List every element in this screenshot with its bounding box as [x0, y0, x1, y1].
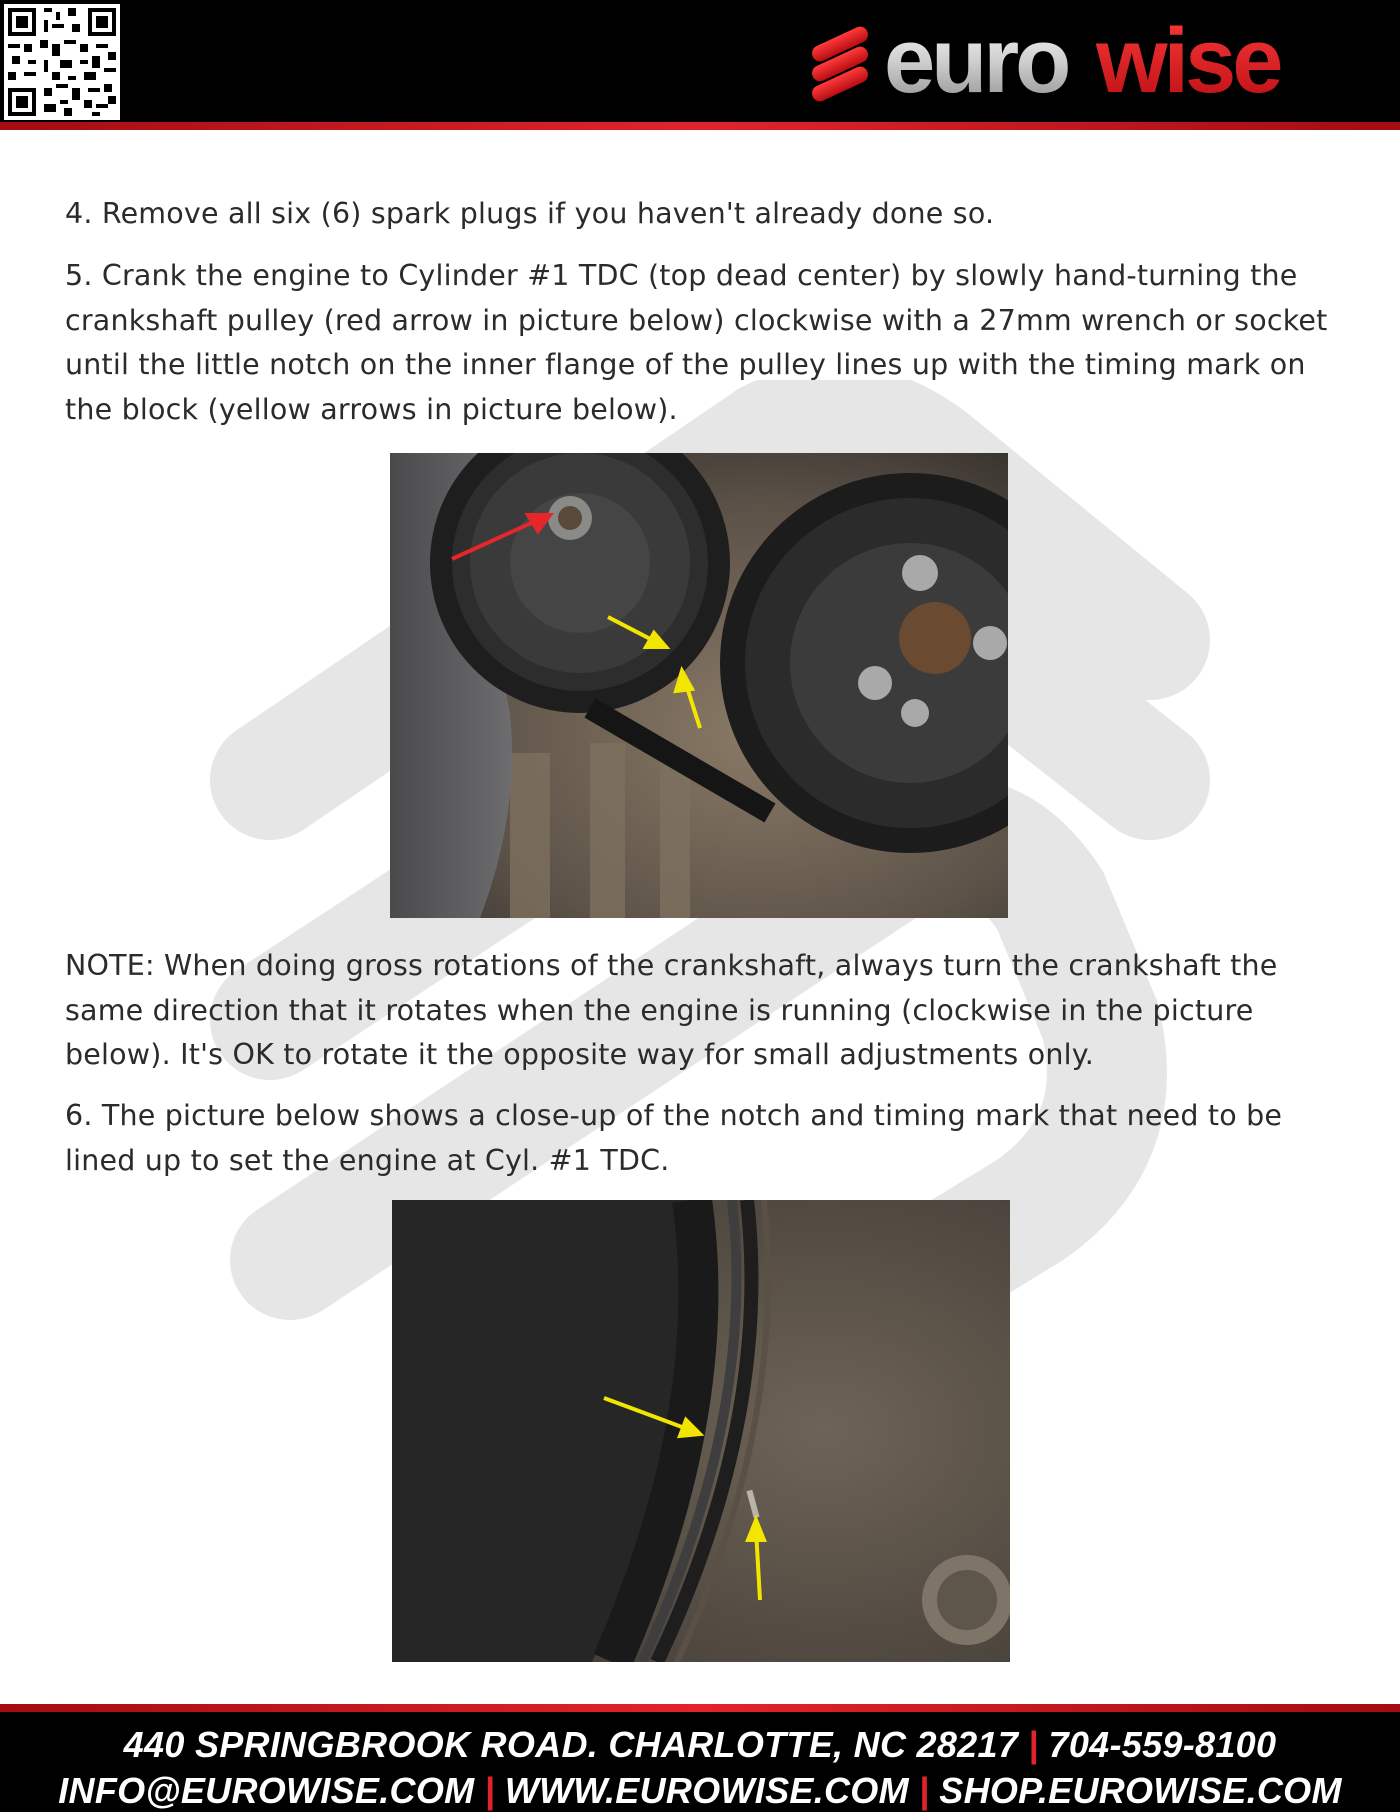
eurowise-logo	[806, 10, 1386, 110]
footer-contact-line	[0, 1770, 1400, 1812]
footer-separator: |	[1028, 1724, 1039, 1765]
footer-separator: |	[918, 1770, 930, 1811]
footer-shop[interactable]: SHOP.EUROWISE.COM	[939, 1770, 1342, 1811]
footer-stripe	[0, 1704, 1400, 1712]
header-stripe	[0, 122, 1400, 130]
step-4-text: 4. Remove all six (6) spark plugs if you haven't already done so.	[65, 197, 995, 230]
step-5-text: 5. Crank the engine to Cylinder #1 TDC (top dead center) by slowly hand-turning the crankshaft pulley (red arrow in picture below) clockwise with a 27mm wrench or socket until the little notch on the inner flange of the pulley lines up with the timing mark on the block (yellow arrows in picture below).	[65, 259, 1328, 426]
page-header	[0, 0, 1400, 122]
note-text: NOTE: When doing gross rotations of the crankshaft, always turn the crankshaft the same direction that it rotates when the engine is running (clockwise in the picture below). It's OK to rotate it the opposite way for small adjustments only.	[65, 949, 1278, 1071]
qr-code-icon	[4, 4, 120, 120]
footer-separator: |	[484, 1770, 495, 1811]
step-6-text: 6. The picture below shows a close-up of the notch and timing mark that need to be lined up to set the engine at Cyl. #1 TDC.	[65, 1099, 1283, 1177]
footer-email[interactable]: INFO@EUROWISE.COM	[58, 1770, 475, 1811]
footer-phone[interactable]: 704-559-8100	[1048, 1724, 1277, 1765]
footer-website[interactable]: WWW.EUROWISE.COM	[504, 1770, 909, 1811]
timing-mark-closeup-photo	[392, 1200, 1010, 1662]
footer-address: 440 SPRINGBROOK ROAD. CHARLOTTE, NC 28217	[123, 1724, 1019, 1765]
footer-address-line	[0, 1724, 1400, 1766]
crankshaft-pulley-photo	[390, 453, 1008, 918]
page-footer	[0, 1712, 1400, 1812]
svg-text:euro: euro	[884, 10, 1068, 110]
svg-text:wise: wise	[1096, 10, 1280, 110]
